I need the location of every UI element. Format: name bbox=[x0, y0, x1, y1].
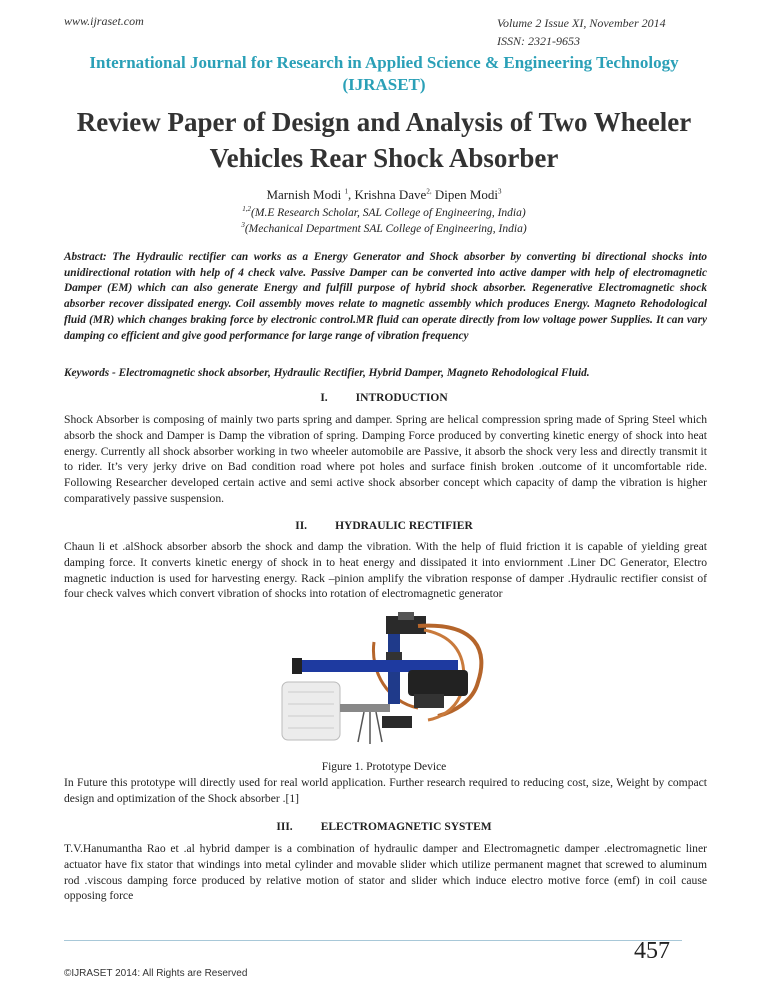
wire-leads bbox=[358, 712, 382, 744]
section-body-hydraulic-rectifier: Chaun li et .alShock absorber absorb the shock and damp the vibration. With the help of fluid friction it is capable of yielding great damping force. It converts kinetic energy of shock in to heat energy and dissipated it into enviornment .Liner DC Generator, Electro magnetic induction is used for harvesting energy. Rack –pinion amplify the vibration response of damper .Hydraulic rectifier consist of four check valves which convert vibration of shocks into rotation of electromagnetic generator bbox=[64, 540, 707, 601]
section-body-introduction: Shock Absorber is composing of mainly two parts spring and damper. Spring are helical compression spring made of Spring Steel which absorb the shock and Damper is Damp the vibration of spring. Damping Force produced by converting kinetic energy of shock into heat energy. Currently all shock absorber working in two wheeler automobile are Passive, it absorb the shock very less and directly transmit it to rider. It’s very jerky drive on Bad condition road where pot holes and surface finish broken .outcome of it uncomfortable ride. Following Researcher developed certain active and semi active shock absorber concept which capacity of damp the vibration is higher comparatively passive suspension. bbox=[64, 413, 707, 505]
header-website: www.ijraset.com bbox=[64, 14, 144, 28]
check-valve-block bbox=[408, 670, 468, 696]
footer-rule bbox=[64, 940, 682, 941]
top-mount-cap bbox=[398, 612, 414, 620]
figure-followup-text: In Future this prototype will directly used for real world application. Further research required to reducing cost, size, Weight by compact design and optimization of the Shock absorber .[1] bbox=[64, 776, 707, 805]
page-number: 457 bbox=[634, 938, 670, 964]
keywords: Keywords - Electromagnetic shock absorber, Hydraulic Rectifier, Hybrid Damper, Magneto Rehodological Fluid. bbox=[64, 367, 590, 379]
header-volume-issn bbox=[497, 14, 717, 50]
affiliation-mark: 1,2 bbox=[242, 205, 252, 214]
section-heading-introduction bbox=[60, 392, 708, 404]
header-issn: ISSN: 2321-9653 bbox=[497, 34, 580, 48]
damper-endcap bbox=[292, 658, 302, 674]
section-heading-electromagnetic-system bbox=[60, 821, 708, 833]
section-heading-hydraulic-rectifier bbox=[60, 520, 708, 532]
rectifier-body bbox=[414, 694, 444, 708]
journal-name: International Journal for Research in Applied Science & Engineering Technology (IJRASET) bbox=[89, 53, 679, 94]
section-title: ELECTROMAGNETIC SYSTEM bbox=[320, 821, 492, 833]
paper-title: Review Paper of Design and Analysis of Two Wheeler Vehicles Rear Shock Absorber bbox=[76, 107, 692, 173]
author-name: Krishna Dave bbox=[354, 187, 427, 202]
affiliation-2 bbox=[60, 223, 708, 235]
author-mark: 1 bbox=[344, 187, 348, 196]
affiliation-text: (Mechanical Department SAL College of Engineering, India) bbox=[244, 223, 527, 235]
section-number: III. bbox=[276, 821, 293, 833]
generator-housing bbox=[282, 682, 340, 740]
section-body-electromagnetic-system: T.V.Hanumantha Rao et .al hybrid damper is a combination of hydraulic damper and Electromagnetic damper .electromagnetic liner actuator have fix stator that windings into metal cylinder and movable slider which utilize permanent magnet that screwed to aluminum rod .viscous damping force produced by relative motion of stator and slider which induce electro motive force (emf) in coil cause opposing force bbox=[64, 842, 707, 903]
author-mark: 2 bbox=[426, 187, 430, 196]
prototype-device-figure bbox=[278, 612, 538, 762]
figure-caption: Figure 1. Prototype Device bbox=[321, 761, 447, 773]
abstract: Abstract: The Hydraulic rectifier can works as a Energy Generator and Shock absorber by converting bi directional shocks into unidirectional rotation with help of 4 check valve. Passive Damper can be converted into active damper with help of electromagnetic Damper (EM) which can also generate Energy and fulfill purpose of hybrid shock absorber. Regenerative Electromagnetic shock absorber recover dissipated energy. Coil assembly moves relate to magnetic assembly which produces Energy. Magneto Rehodological fluid (MR) which changes braking force by electronic control.MR fluid can operate directly from low voltage power Supplies. It can vary damping co efficient and give good performance for large range of vibration frequency bbox=[64, 251, 707, 342]
affiliation-mark: 3 bbox=[241, 221, 245, 230]
header-volume: Volume 2 Issue XI, November 2014 bbox=[497, 16, 666, 30]
author-list: Marnish Modi $^1$, Krishna Dave$^{2,}$ Dipen Modi$^3$ bbox=[266, 187, 502, 202]
section-title: INTRODUCTION bbox=[355, 392, 448, 404]
author-name: Dipen Modi bbox=[434, 187, 499, 202]
author-mark: 3 bbox=[498, 187, 502, 196]
generator-shaft bbox=[340, 704, 390, 712]
section-number: II. bbox=[295, 520, 308, 532]
section-title: HYDRAULIC RECTIFIER bbox=[335, 520, 473, 532]
author-name: Marnish Modi bbox=[266, 187, 342, 202]
affiliation-text: (M.E Research Scholar, SAL College of Engineering, India) bbox=[251, 207, 526, 219]
section-number: I. bbox=[320, 392, 328, 404]
affiliation-1 bbox=[60, 207, 708, 219]
footer-copyright: ©IJRASET 2014: All Rights are Reserved bbox=[64, 968, 248, 979]
lower-mount bbox=[382, 716, 412, 728]
